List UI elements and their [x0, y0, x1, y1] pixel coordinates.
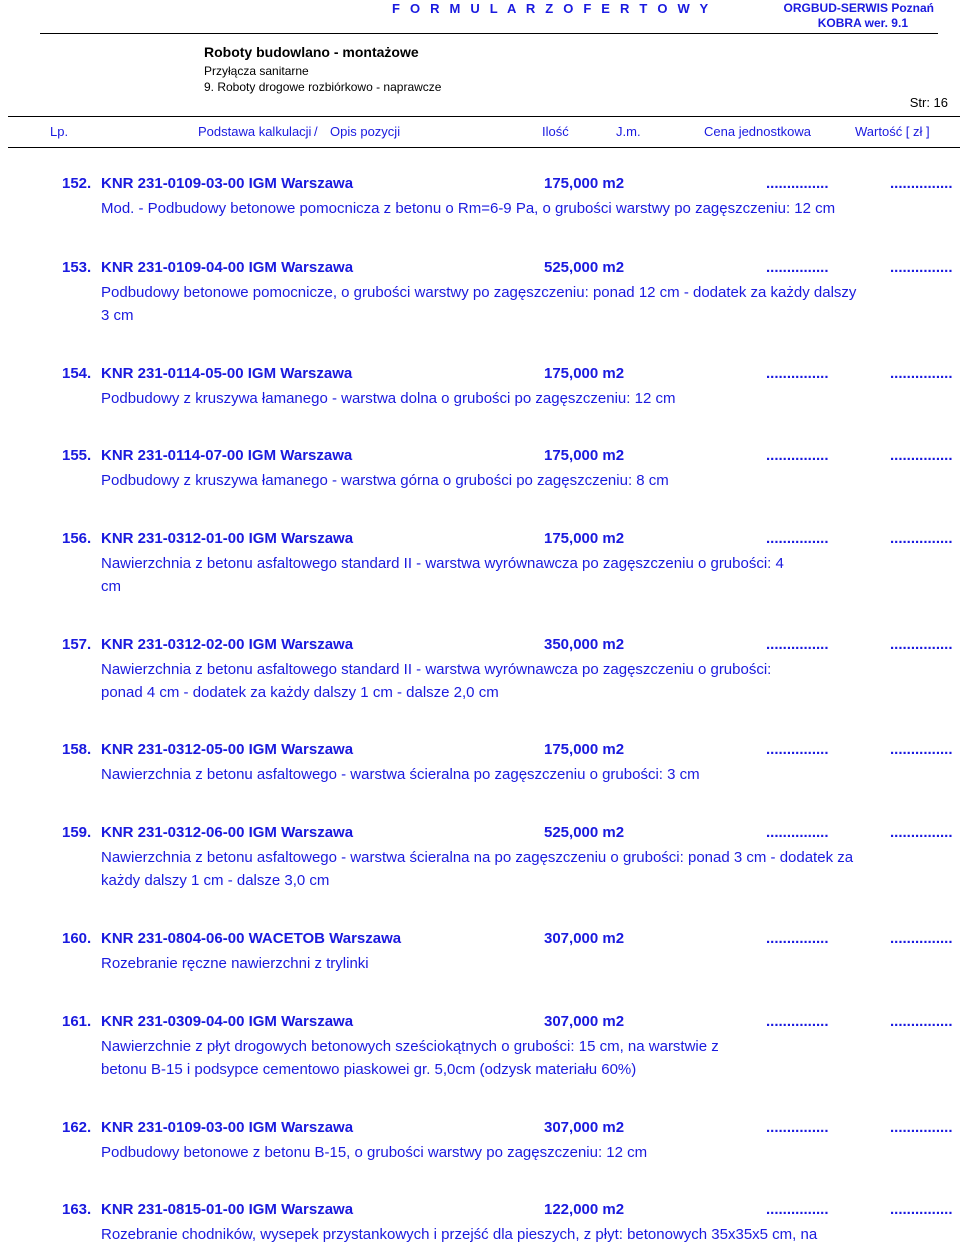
description-line: Nawierzchnia z betonu asfaltowego standard II - warstwa wyrównawcza po zagęszczeniu o grubości: 4 — [101, 555, 784, 572]
description-line: betonu B-15 i podsypce cementowo piaskowei gr. 5,0cm (odzysk materiału 60%) — [101, 1061, 637, 1078]
item-value: ............... — [890, 930, 953, 947]
item-description — [101, 387, 841, 410]
item-quantity: 307,000 m2 — [544, 930, 625, 947]
item-value: ............... — [890, 447, 953, 464]
item-quantity: 350,000 m2 — [544, 636, 625, 653]
form-title: F O R M U L A R Z O F E R T O W Y — [392, 1, 712, 16]
list-item — [0, 175, 960, 220]
item-value: ............... — [890, 1119, 953, 1136]
item-value: ............... — [890, 259, 953, 276]
column-unit-price: Cena jednostkowa — [704, 124, 811, 139]
list-item — [0, 447, 960, 492]
description-line: Nawierzchnia z betonu asfaltowego standard II - warstwa wyrównawcza po zagęszczeniu o grubości: — [101, 661, 772, 678]
item-quantity: 525,000 m2 — [544, 824, 625, 841]
description-line: Mod. - Podbudowy betonowe pomocnicza z betonu o Rm=6-9 Pa, o grubości warstwy po zagęszczeniu: 12 cm — [101, 200, 836, 217]
item-number: 157. — [62, 636, 92, 653]
column-header-top-rule — [8, 116, 960, 117]
item-description — [101, 281, 857, 327]
column-header-bottom-rule — [8, 147, 960, 148]
item-description — [101, 1223, 841, 1246]
list-item — [0, 930, 960, 975]
item-number: 154. — [62, 365, 92, 382]
item-basis: KNR 231-0309-04-00 IGM Warszawa — [101, 1013, 354, 1030]
item-number: 155. — [62, 447, 92, 464]
item-description — [101, 846, 854, 892]
item-quantity: 307,000 m2 — [544, 1013, 625, 1030]
item-basis: KNR 231-0114-05-00 IGM Warszawa — [101, 365, 353, 382]
item-unit-price: ............... — [766, 930, 829, 947]
item-unit-price: ............... — [766, 1201, 829, 1218]
column-quantity: Ilość — [542, 124, 569, 139]
description-line: Rozebranie ręczne nawierzchni z trylinki — [101, 955, 369, 972]
list-item — [0, 636, 960, 704]
item-quantity: 175,000 m2 — [544, 741, 625, 758]
item-description — [101, 1141, 841, 1164]
item-value: ............... — [890, 365, 953, 382]
column-unit: J.m. — [616, 124, 641, 139]
column-description: Opis pozycji — [330, 124, 401, 139]
item-description — [101, 1035, 841, 1081]
description-line: Rozebranie chodników, wysepek przystankowych i przejść dla pieszych, z płyt: betonowych 35x35x5 cm, na — [101, 1226, 818, 1243]
top-divider — [40, 33, 938, 34]
item-quantity: 175,000 m2 — [544, 365, 625, 382]
list-item — [0, 1013, 960, 1081]
item-value: ............... — [890, 530, 953, 547]
item-unit-price: ............... — [766, 365, 829, 382]
item-value: ............... — [890, 1201, 953, 1218]
list-item — [0, 365, 960, 410]
item-unit-price: ............... — [766, 259, 829, 276]
description-line: Podbudowy betonowe pomocnicze, o grubości warstwy po zagęszczeniu: ponad 12 cm - dodatek za każdy dalszy — [101, 284, 857, 301]
item-basis: KNR 231-0312-05-00 IGM Warszawa — [101, 741, 354, 758]
description-line: Nawierzchnie z płyt drogowych betonowych sześciokątnych o grubości: 15 cm, na warstwie z — [101, 1038, 719, 1055]
description-line: ponad 4 cm - dodatek za każdy dalszy 1 cm - dalsze 2,0 cm — [101, 684, 499, 701]
column-lp: Lp. — [50, 124, 69, 139]
item-quantity: 122,000 m2 — [544, 1201, 625, 1218]
item-unit-price: ............... — [766, 447, 829, 464]
project-subtitle: Przyłącza sanitarne — [204, 64, 309, 78]
item-unit-price: ............... — [766, 636, 829, 653]
item-basis: KNR 231-0312-01-00 IGM Warszawa — [101, 530, 354, 547]
project-title: Roboty budowlano - montażowe — [204, 44, 419, 60]
list-item — [0, 741, 960, 786]
item-quantity: 175,000 m2 — [544, 530, 625, 547]
item-quantity: 525,000 m2 — [544, 259, 625, 276]
item-quantity: 307,000 m2 — [544, 1119, 625, 1136]
item-value: ............... — [890, 741, 953, 758]
company-name: ORGBUD-SERWIS Poznań — [783, 1, 934, 15]
description-line: Podbudowy z kruszywa łamanego - warstwa dolna o grubości po zagęszczeniu: 12 cm — [101, 390, 676, 407]
item-description — [101, 952, 841, 975]
item-number: 156. — [62, 530, 92, 547]
project-section: 9. Roboty drogowe rozbiórkowo - naprawcze — [204, 80, 442, 94]
column-basis: Podstawa kalkulacji — [198, 124, 312, 139]
item-basis: KNR 231-0312-06-00 IGM Warszawa — [101, 824, 354, 841]
item-basis: KNR 231-0815-01-00 IGM Warszawa — [101, 1201, 354, 1218]
item-value: ............... — [890, 636, 953, 653]
item-unit-price: ............... — [766, 175, 829, 192]
list-item — [0, 824, 960, 892]
item-number: 163. — [62, 1201, 92, 1218]
item-basis: KNR 231-0114-07-00 IGM Warszawa — [101, 447, 353, 464]
list-item — [0, 1201, 960, 1246]
item-unit-price: ............... — [766, 741, 829, 758]
item-quantity: 175,000 m2 — [544, 175, 625, 192]
item-value: ............... — [890, 1013, 953, 1030]
item-number: 161. — [62, 1013, 92, 1030]
item-basis: KNR 231-0804-06-00 WACETOB Warszawa — [101, 930, 402, 947]
item-basis: KNR 231-0109-03-00 IGM Warszawa — [101, 175, 354, 192]
item-basis: KNR 231-0312-02-00 IGM Warszawa — [101, 636, 354, 653]
list-item — [0, 1119, 960, 1164]
list-item — [0, 530, 960, 598]
description-line: każdy dalszy 1 cm - dalsze 3,0 cm — [101, 872, 330, 889]
item-value: ............... — [890, 175, 953, 192]
item-unit-price: ............... — [766, 530, 829, 547]
item-description — [101, 197, 841, 220]
item-quantity: 175,000 m2 — [544, 447, 625, 464]
item-basis: KNR 231-0109-03-00 IGM Warszawa — [101, 1119, 354, 1136]
item-description — [101, 469, 841, 492]
item-description — [101, 658, 841, 704]
description-line: Podbudowy betonowe z betonu B-15, o grubości warstwy po zagęszczeniu: 12 cm — [101, 1144, 648, 1161]
item-unit-price: ............... — [766, 1013, 829, 1030]
column-separator: / — [314, 124, 318, 139]
item-number: 159. — [62, 824, 92, 841]
item-unit-price: ............... — [766, 1119, 829, 1136]
item-number: 152. — [62, 175, 92, 192]
column-value: Wartość [ zł ] — [855, 124, 930, 139]
item-number: 162. — [62, 1119, 92, 1136]
description-line: 3 cm — [101, 307, 134, 324]
list-item — [0, 259, 960, 327]
software-version: KOBRA wer. 9.1 — [817, 16, 908, 30]
description-line: Podbudowy z kruszywa łamanego - warstwa górna o grubości po zagęszczeniu: 8 cm — [101, 472, 669, 489]
item-number: 153. — [62, 259, 92, 276]
item-number: 160. — [62, 930, 92, 947]
item-unit-price: ............... — [766, 824, 829, 841]
description-line: Nawierzchnia z betonu asfaltowego - warstwa ścieralna po zagęszczeniu o grubości: 3 cm — [101, 766, 700, 783]
item-description — [101, 552, 841, 598]
item-number: 158. — [62, 741, 92, 758]
page-number: Str: 16 — [909, 95, 948, 110]
item-basis: KNR 231-0109-04-00 IGM Warszawa — [101, 259, 354, 276]
description-line: Nawierzchnia z betonu asfaltowego - warstwa ścieralna na po zagęszczeniu o grubości: ponad 3 cm - dodatek za — [101, 849, 854, 866]
item-value: ............... — [890, 824, 953, 841]
item-description — [101, 763, 841, 786]
description-line: cm — [101, 578, 121, 595]
